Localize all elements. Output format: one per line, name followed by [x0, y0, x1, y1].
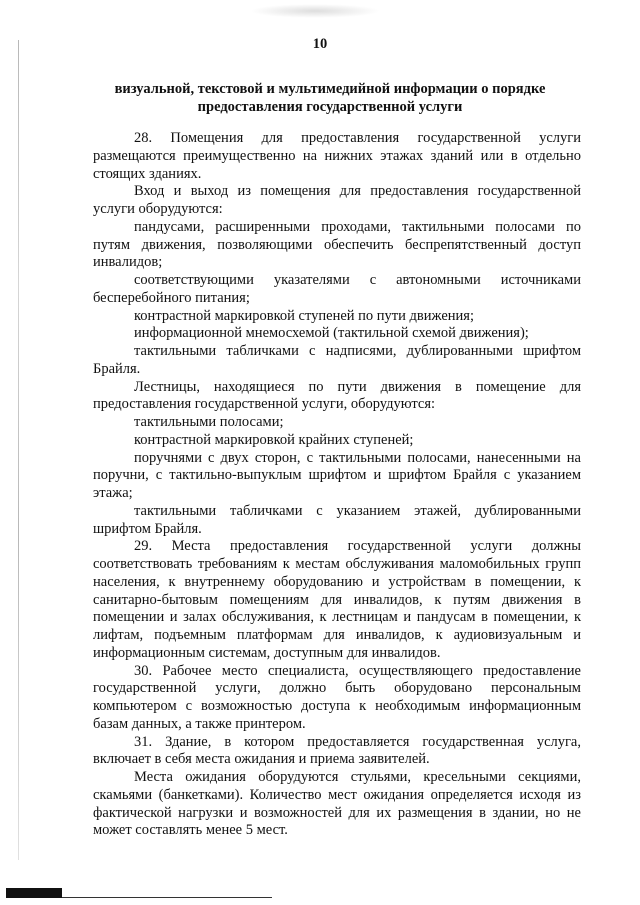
- list-item: информационной мнемосхемой (тактильной схемой движения);: [134, 325, 529, 342]
- scan-bottom-line: [62, 897, 272, 898]
- paragraph-29: 29. Места предоставления государственной услуги должны соответствовать требованиям к местам обслуживания маломобильных групп населения, к внутреннему оборудованию и устройствам в помещении, к санитарно-бытовым помещениям для инвалидов, к путям движения в помещении и залах обслуживания, к лестницам и пандусам в помещении, к лифтам, подъемным платформам для инвалидов, к аудиовизуальным и информационным системам, доступным для инвалидов.: [93, 538, 581, 661]
- heading-line: визуальной, текстовой и мультимедийной информации о порядке: [114, 81, 546, 97]
- paragraph-28: 28. Помещения для предоставления государственной услуги размещаются преимущественно на нижних этажах зданий или в отдельно стоящих зданиях.: [93, 130, 581, 182]
- section-heading: [90, 80, 570, 116]
- heading-line: предоставления государственной услуги: [197, 99, 463, 115]
- list-item: тактильными табличками с указанием этажей, дублированными шрифтом Брайля.: [93, 502, 581, 537]
- list-item: контрастной маркировкой ступеней по пути движения;: [134, 307, 474, 324]
- list-item: соответствующими указателями с автономными источниками бесперебойного питания;: [93, 272, 581, 306]
- paragraph: Лестницы, находящиеся по пути движения в помещение для предоставления государственной услуги, оборудуются:: [93, 378, 581, 413]
- paragraph: Вход и выход из помещения для предоставления государственной услуги оборудуются:: [93, 183, 581, 217]
- scan-smudge: [250, 4, 380, 18]
- paragraph: Места ожидания оборудуются стульями, кресельными секциями, скамьями (банкетками). Количество мест ожидания определяется исходя из фактической нагрузки и возможностей для их размещения в здании, но не может составлять менее 5 мест.: [93, 769, 581, 839]
- list-item: поручнями с двух сторон, с тактильными полосами, нанесенными на поручни, с тактильно-выпуклым шрифтом и шрифтом Брайля с указанием этажа;: [93, 449, 581, 501]
- paragraph-30: 30. Рабочее место специалиста, осуществляющего предоставление государственной услуги, должно быть оборудовано персональным компьютером с возможностью доступа к необходимым информационным базам данных, а также принтером.: [93, 662, 581, 732]
- list-item: тактильными полосами;: [134, 414, 284, 430]
- page-number: 10: [312, 36, 328, 52]
- list-item: контрастной маркировкой крайних ступеней;: [134, 431, 414, 448]
- scan-corner-mark: [6, 888, 62, 898]
- document-body: [93, 130, 581, 840]
- list-item: пандусами, расширенными проходами, тактильными полосами по путям движения, позволяющими обеспечить беспрепятственный доступ инвалидов;: [93, 218, 581, 271]
- scan-edge-shadow: [18, 40, 19, 860]
- list-item: тактильными табличками с надписями, дублированными шрифтом Брайля.: [93, 343, 581, 377]
- paragraph-31: 31. Здание, в котором предоставляется государственная услуга, включает в себя места ожидания и приема заявителей.: [93, 733, 581, 768]
